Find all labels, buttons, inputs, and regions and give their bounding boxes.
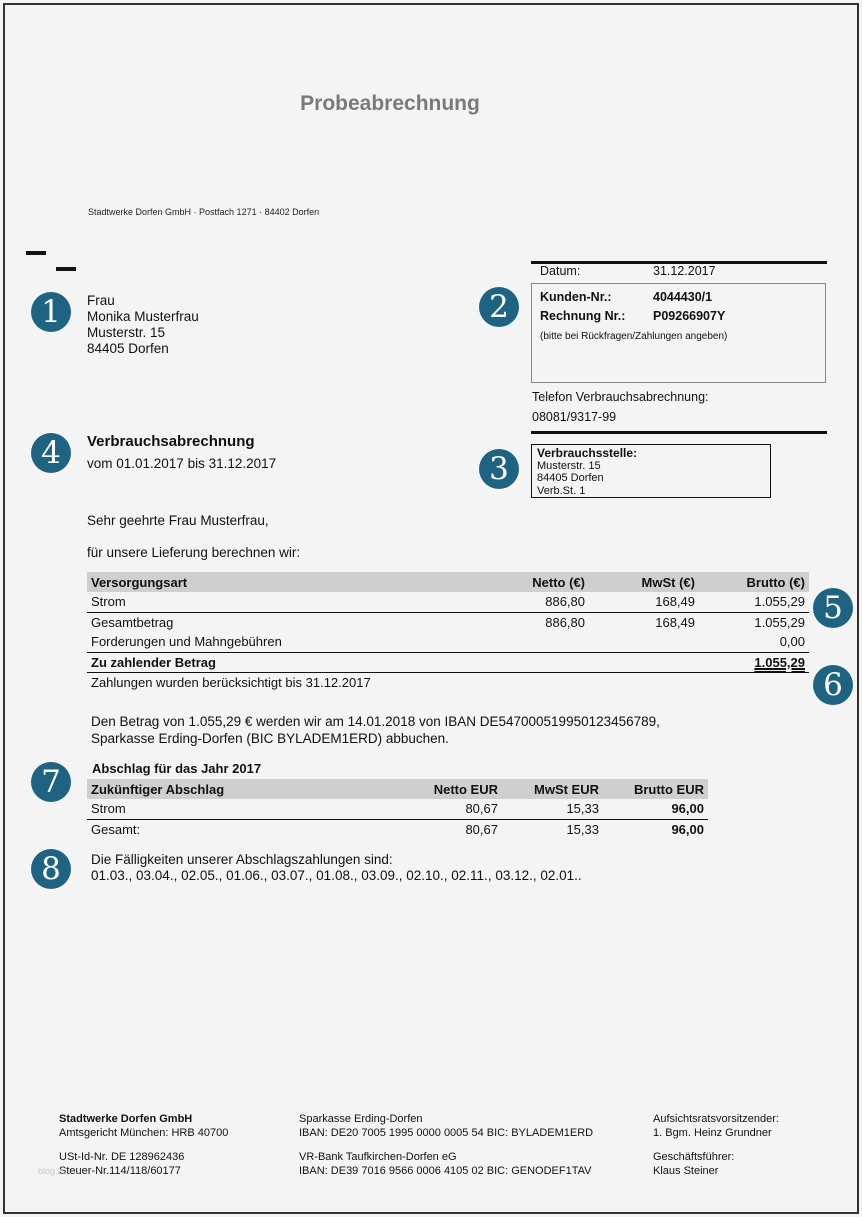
footer-line: Amtsgericht München: HRB 40700 xyxy=(59,1127,229,1139)
cell xyxy=(479,632,589,652)
table-row xyxy=(87,612,809,632)
recipient-street: Musterstr. 15 xyxy=(87,325,166,340)
total-amount: 1.055,29 xyxy=(754,654,805,670)
column-header: Zukünftiger Abschlag xyxy=(87,779,392,799)
footer-line: Geschäftsführer: xyxy=(653,1151,735,1163)
table-row xyxy=(87,819,708,839)
debit-notice-line: Sparkasse Erding-Dorfen (BIC BYLADEM1ERD) abbuchen. xyxy=(91,731,449,746)
column-header: Netto EUR xyxy=(392,779,502,799)
invoice-number-label: Rechnung Nr.: xyxy=(540,309,626,323)
consumption-point-ref: Verb.St. 1 xyxy=(537,484,586,497)
column-header: Netto (€) xyxy=(479,572,589,592)
cell: 80,67 xyxy=(465,821,498,837)
document-title: Probeabrechnung xyxy=(300,92,480,115)
column-header: MwSt EUR xyxy=(502,779,603,799)
watermark: blog.zu xyxy=(38,1166,68,1176)
footer-line: Klaus Steiner xyxy=(653,1165,719,1177)
cell: Strom xyxy=(87,592,479,612)
installment-table xyxy=(87,779,708,839)
cell xyxy=(589,632,699,652)
cell: Strom xyxy=(87,799,392,819)
cell: Gesamt: xyxy=(91,821,141,837)
reference-note: (bitte bei Rückfragen/Zahlungen angeben) xyxy=(540,331,728,342)
footer-line: USt-Id-Nr. DE 128962436 xyxy=(59,1151,185,1163)
column-header: MwSt (€) xyxy=(589,572,699,592)
recipient-city: 84405 Dorfen xyxy=(87,341,169,356)
cell: 0,00 xyxy=(699,632,809,652)
footer-company xyxy=(59,1112,228,1178)
footer-line: IBAN: DE39 7016 9566 0006 4105 02 BIC: GENODEF1TAV xyxy=(299,1165,592,1177)
badge-3: 3 xyxy=(479,449,519,489)
cell: 886,80 xyxy=(479,592,589,612)
due-dates xyxy=(91,852,582,884)
table-header-row xyxy=(87,572,809,592)
badge-8: 8 xyxy=(31,849,71,889)
total-label: Zu zahlender Betrag xyxy=(87,652,479,672)
footer-line: IBAN: DE20 7005 1995 0000 0005 54 BIC: BYLADEM1ERD xyxy=(299,1127,594,1139)
sender-line: Stadtwerke Dorfen GmbH · Postfach 1271 · 84402 Dorfen xyxy=(88,207,320,217)
table-row xyxy=(87,672,809,692)
column-header: Brutto (€) xyxy=(699,572,809,592)
footer-line: Stadtwerke Dorfen GmbH xyxy=(59,1113,193,1125)
due-dates-intro: Die Fälligkeiten unserer Abschlagszahlungen sind: xyxy=(91,852,393,867)
badge-4: 4 xyxy=(31,433,71,473)
consumption-point-label: Verbrauchsstelle: xyxy=(537,446,638,460)
letter-intro: für unsere Lieferung berechnen wir: xyxy=(87,545,301,560)
debit-notice-line: Den Betrag von 1.055,29 € werden wir am 14.01.2018 von IBAN DE547000519950123456789, xyxy=(91,714,660,729)
cell: 168,49 xyxy=(655,614,695,630)
cell: 886,80 xyxy=(545,614,585,630)
phone-value: 08081/9317-99 xyxy=(532,410,617,424)
footer-management xyxy=(653,1112,779,1178)
cell: Forderungen und Mahngebühren xyxy=(87,632,479,652)
table-row xyxy=(87,799,708,819)
footer-line: 1. Bgm. Heinz Grundner xyxy=(653,1127,772,1139)
customer-number-value: 4044430/1 xyxy=(653,290,713,304)
cell: 1.055,29 xyxy=(754,614,805,630)
payments-note: Zahlungen wurden berücksichtigt bis 31.12.2017 xyxy=(91,674,371,690)
consumption-point-box xyxy=(531,444,771,498)
footer-line: Sparkasse Erding-Dorfen xyxy=(299,1113,423,1125)
date-label: Datum: xyxy=(540,264,581,278)
cell: 96,00 xyxy=(671,821,704,837)
billing-table xyxy=(87,572,809,692)
cell: 80,67 xyxy=(392,799,502,819)
date-value: 31.12.2017 xyxy=(653,264,716,278)
cell: 96,00 xyxy=(603,799,708,819)
phone-label: Telefon Verbrauchsabrechnung: xyxy=(532,390,709,404)
letter-greeting: Sehr geehrte Frau Musterfrau, xyxy=(87,513,269,528)
badge-5: 5 xyxy=(813,588,853,628)
invoice-number-value: P09266907Y xyxy=(653,309,726,323)
table-row xyxy=(87,632,809,652)
footer-line: Aufsichtsratsvorsitzender: xyxy=(653,1113,779,1125)
cell: 15,33 xyxy=(566,821,599,837)
consumption-point-city: 84405 Dorfen xyxy=(537,472,604,484)
installment-title: Abschlag für das Jahr 2017 xyxy=(92,761,262,776)
badge-7: 7 xyxy=(31,762,71,802)
debit-notice xyxy=(91,713,660,747)
footer-line: VR-Bank Taufkirchen-Dorfen eG xyxy=(299,1151,457,1163)
fold-mark xyxy=(26,251,46,255)
recipient-address xyxy=(87,293,199,357)
cell: 15,33 xyxy=(502,799,603,819)
badge-2: 2 xyxy=(479,287,519,327)
cell: 1.055,29 xyxy=(699,592,809,612)
invoice-heading: Verbrauchsabrechnung xyxy=(87,433,255,450)
footer-line: Steuer-Nr.114/118/60177 xyxy=(59,1165,181,1177)
footer-bank xyxy=(299,1112,593,1178)
total-row xyxy=(87,652,809,672)
cell: 168,49 xyxy=(589,592,699,612)
badge-1: 1 xyxy=(31,292,71,332)
recipient-name: Monika Musterfrau xyxy=(87,309,199,324)
table-header-row xyxy=(87,779,708,799)
badge-6: 6 xyxy=(813,665,853,705)
billing-period: vom 01.01.2017 bis 31.12.2017 xyxy=(87,456,277,471)
column-header: Brutto EUR xyxy=(603,779,708,799)
info-bottom-rule xyxy=(531,431,827,434)
table-row xyxy=(87,592,809,612)
due-dates-list: 01.03., 03.04., 02.05., 01.06., 03.07., 01.08., 03.09., 02.10., 02.11., 03.12., 02.01.. xyxy=(91,868,582,883)
fold-mark xyxy=(56,267,76,271)
cell: Gesamtbetrag xyxy=(91,614,174,630)
column-header: Versorgungsart xyxy=(87,572,479,592)
recipient-salutation: Frau xyxy=(87,293,115,308)
consumption-point-street: Musterstr. 15 xyxy=(537,459,601,472)
customer-number-label: Kunden-Nr.: xyxy=(540,290,612,304)
